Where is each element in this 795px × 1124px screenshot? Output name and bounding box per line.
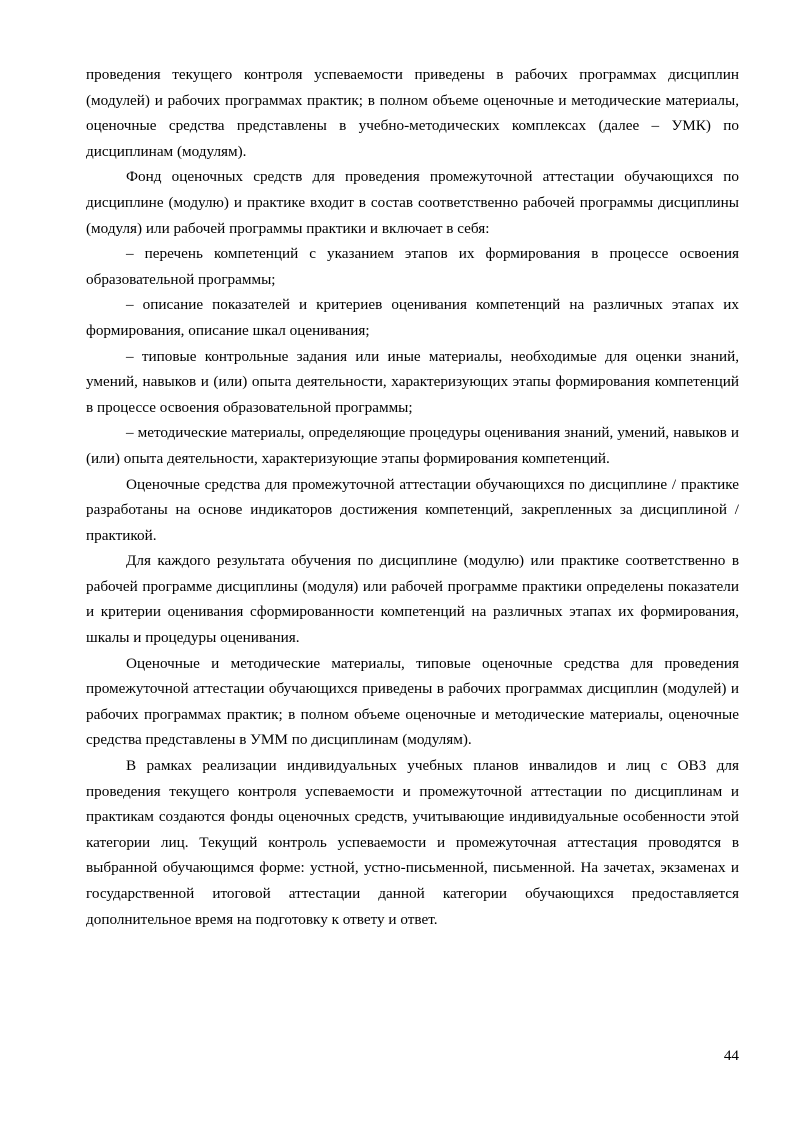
paragraph-10: В рамках реализации индивидуальных учебных планов инвалидов и лиц с ОВЗ для проведения текущего контроля успеваемости и промежуточной аттестации по дисциплинам и практикам создаются фонды оценочных средств, учитывающие индивидуальные особенности этой категории лиц. Текущий контроль успеваемости и промежуточная аттестация проводятся в выбранной обучающимся форме: устной, устно-письменной, письменной. На зачетах, экзаменах и государственной итоговой аттестации данной категории обучающихся предоставляется дополнительное время на подготовку к ответу и ответ. [86,757,739,928]
paragraph-7: Оценочные средства для промежуточной аттестации обучающихся по дисциплине / практике разработаны на основе индикаторов достижения компетенций, закрепленных за дисциплиной / практикой. [86,475,739,544]
paragraph-8: Для каждого результата обучения по дисциплине (модулю) или практике соответственно в рабочей программе дисциплины (модуля) или рабочей программе практики определены показатели и критерии оценивания сформированности компетенций на различных этапах их формирования, шкалы и процедуры оценивания. [86,552,739,647]
paragraph-6: – методические материалы, определяющие процедуры оценивания знаний, умений, навыков и (или) опыта деятельности, характеризующие этапы формирования компетенций. [86,424,739,467]
document-body [86,62,739,932]
page-number: 44 [723,1047,739,1064]
paragraph-4: – описание показателей и критериев оценивания компетенций на различных этапах их формирования, описание шкал оценивания; [86,296,739,339]
paragraph-5: – типовые контрольные задания или иные материалы, необходимые для оценки знаний, умений, навыков и (или) опыта деятельности, характеризующих этапы формирования компетенций в процессе освоения образовательной программы; [86,347,739,416]
paragraph-3: – перечень компетенций с указанием этапов их формирования в процессе освоения образовательной программы; [86,245,739,288]
paragraph-1: проведения текущего контроля успеваемости приведены в рабочих программах дисциплин (модулей) и рабочих программах практик; в полном объеме оценочные и методические материалы, оценочные средства представлены в учебно-методических комплексах (далее – УМК) по дисциплинам (модулям). [86,66,739,160]
paragraph-2: Фонд оценочных средств для проведения промежуточной аттестации обучающихся по дисциплине (модулю) и практике входит в состав соответственно рабочей программы дисциплины (модуля) или рабочей программы практики и включает в себя: [86,168,739,237]
paragraph-9: Оценочные и методические материалы, типовые оценочные средства для проведения промежуточной аттестации обучающихся приведены в рабочих программах дисциплин (модулей) и рабочих программах практик; в полном объеме оценочные и методические материалы, оценочные средства представлены в УММ по дисциплинам (модулям). [86,654,739,749]
